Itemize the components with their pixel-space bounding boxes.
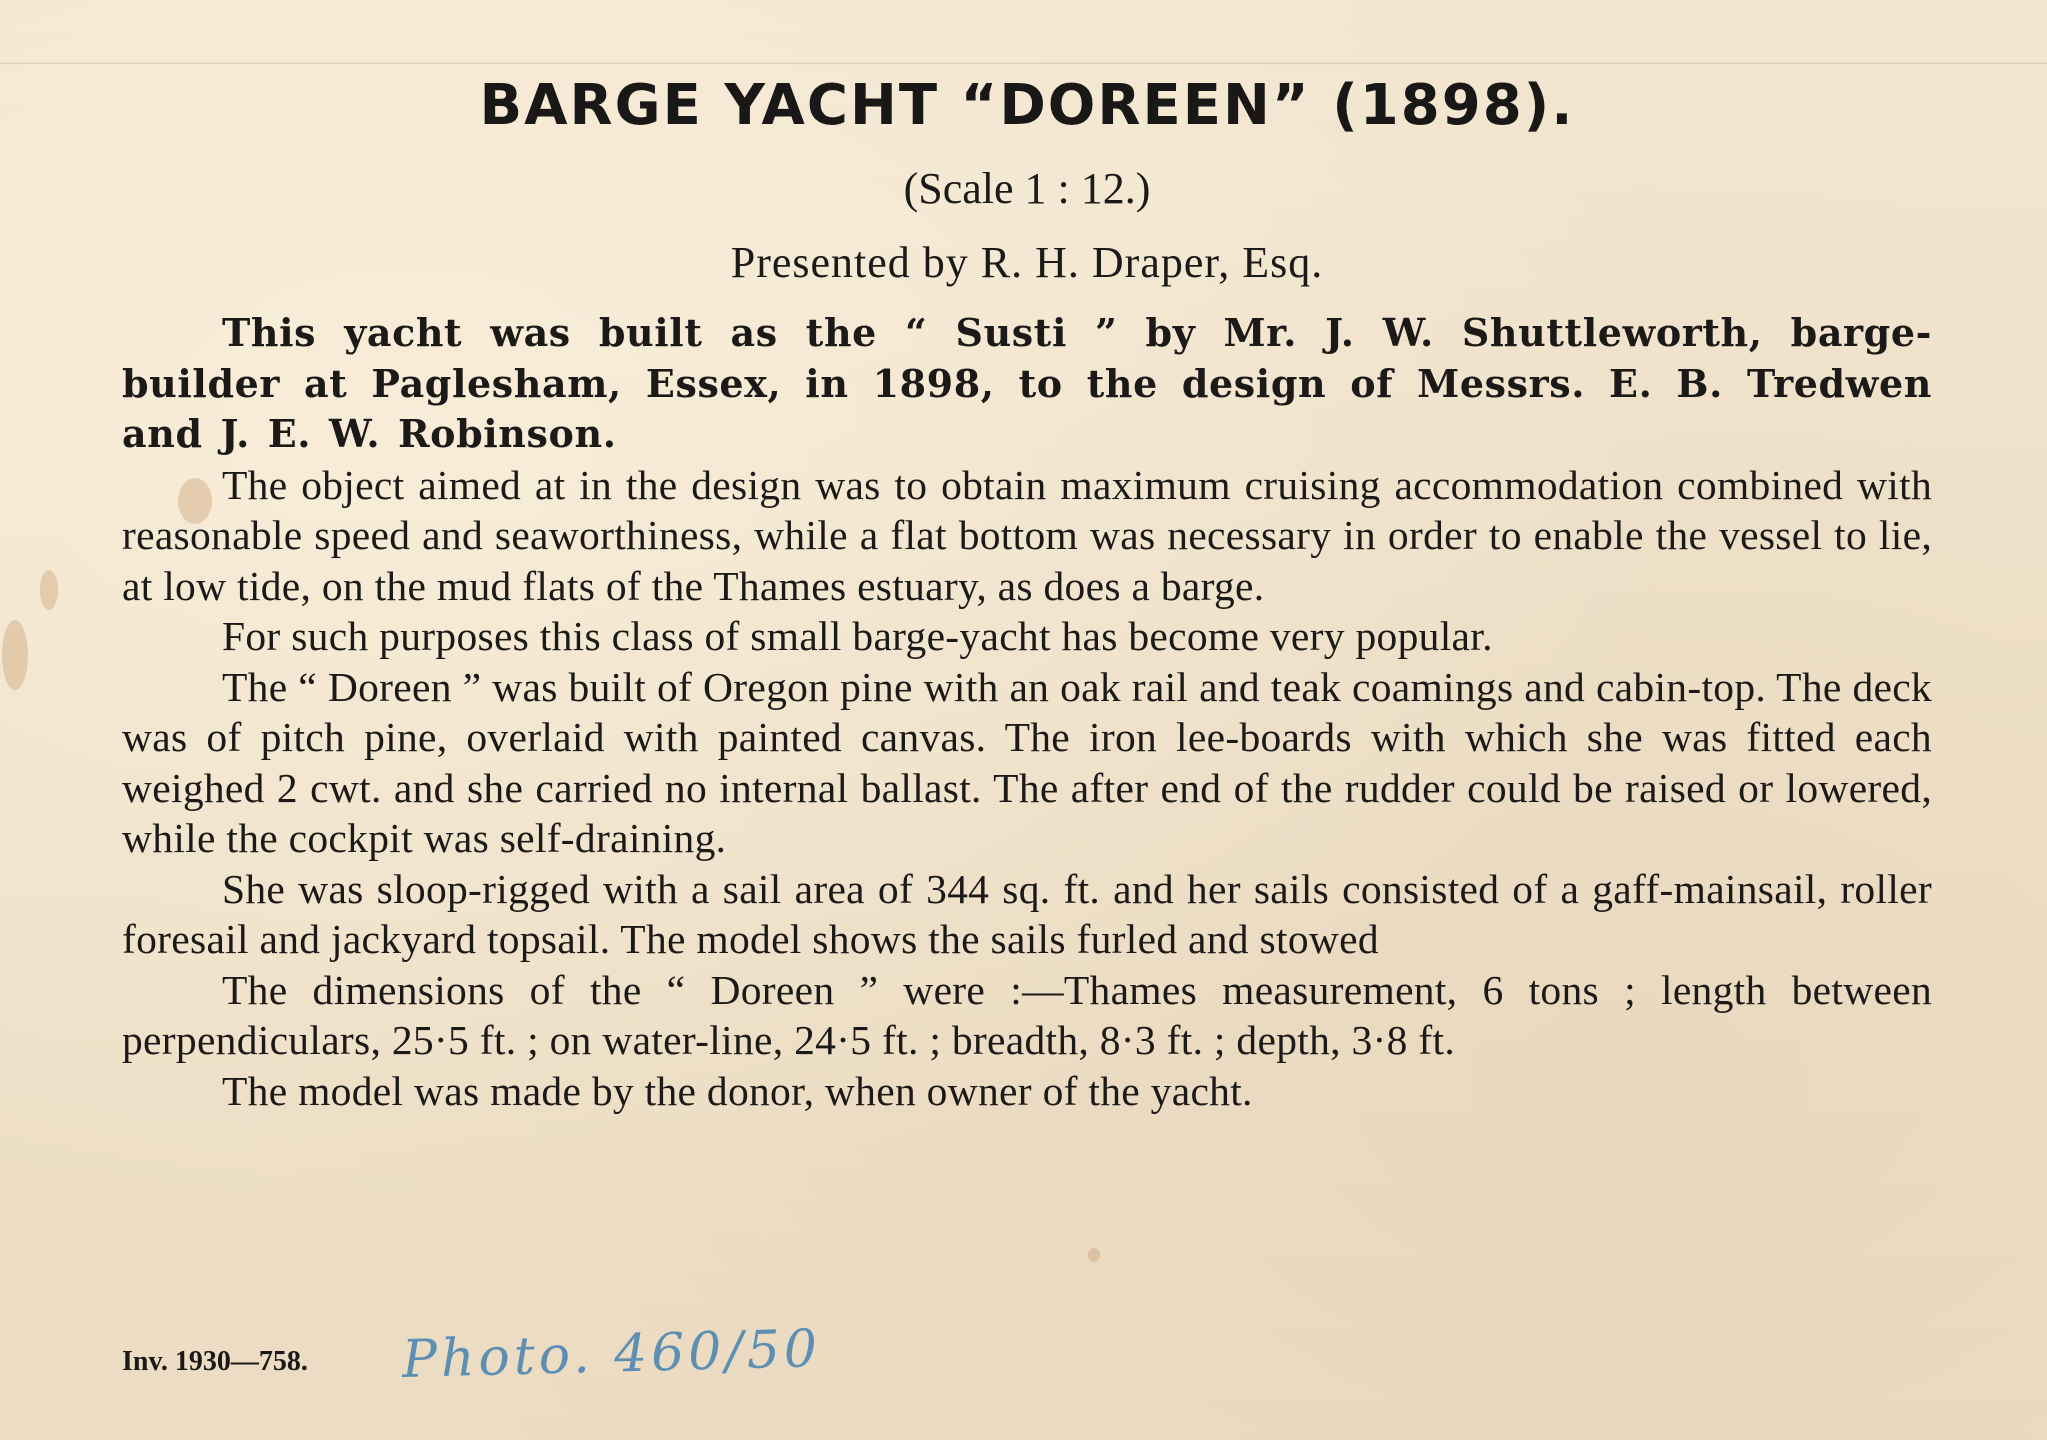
- paper-stain: [40, 570, 58, 610]
- document-body: [122, 72, 1932, 1116]
- scale-note: (Scale 1 : 12.): [903, 164, 1151, 213]
- paragraph-dimensions: The dimensions of the “ Doreen ” were :—Thames measurement, 6 tons ; length between perpendiculars, 25·5 ft. ; on water-line, 24·5 ft. ; breadth, 8·3 ft. ; depth, 3·8 ft.: [122, 966, 1932, 1063]
- paragraph-model: The model was made by the donor, when owner of the yacht.: [222, 1067, 1253, 1114]
- paper-fold-line: [0, 62, 2047, 65]
- paragraph-rigging: She was sloop-rigged with a sail area of 344 sq. ft. and her sails consisted of a gaff-mainsail, roller foresail and jackyard topsail. The model shows the sails furled and stowed: [122, 865, 1932, 962]
- paragraph-construction: The “ Doreen ” was built of Oregon pine with an oak rail and teak coamings and cabin-top. The deck was of pitch pine, overlaid with painted canvas. The iron lee-boards with which she was fitted each weighed 2 cwt. and she carried no internal ballast. The after end of the rudder could be raised or lowered, while the cockpit was self-draining.: [122, 663, 1932, 861]
- paper-stain: [2, 620, 28, 690]
- handwritten-photo-note: Photo. 460/50: [401, 1319, 822, 1390]
- paragraph-popularity: For such purposes this class of small barge-yacht has become very popular.: [222, 613, 1493, 659]
- paper-stain: [1088, 1248, 1100, 1262]
- presented-by: Presented by R. H. Draper, Esq.: [730, 238, 1324, 287]
- paragraph-design: The object aimed at in the design was to obtain maximum cruising accommodation combined with reasonable speed and seaworthiness, while a flat bottom was necessary in order to enable the vessel to lie, at low tide, on the mud flats of the Thames estuary, as does a barge.: [122, 461, 1932, 609]
- paragraph-intro: This yacht was built as the “ Susti ” by Mr. J. W. Shuttleworth, barge-builder at Paglesham, Essex, in 1898, to the design of Messrs. E. B. Tredwen and J. E. W. Robinson.: [122, 310, 1932, 456]
- inventory-number: Inv. 1930—758.: [122, 1346, 308, 1377]
- document-title: BARGE YACHT “DOREEN” (1898).: [479, 73, 1575, 138]
- document-footer: [122, 1319, 1122, 1410]
